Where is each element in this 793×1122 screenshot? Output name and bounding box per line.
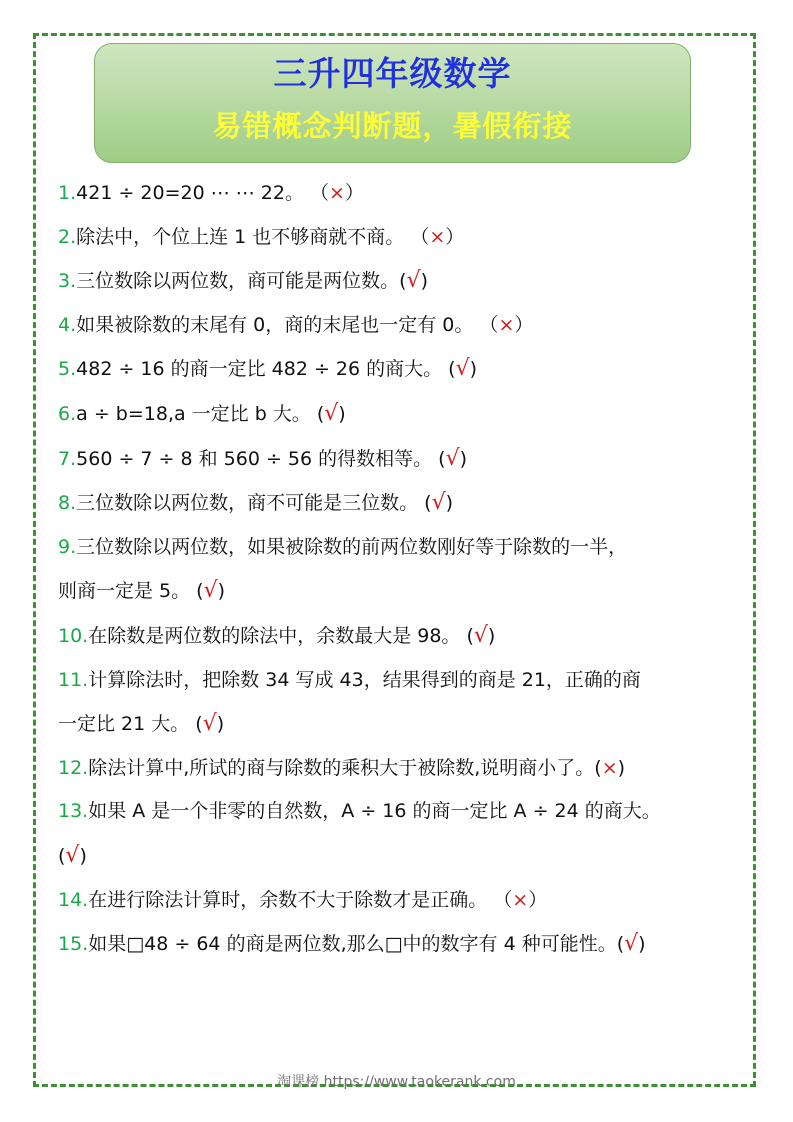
- question-text: a ÷ b=18,a 一定比 b 大。 (: [76, 402, 325, 425]
- question-number: 11.: [58, 668, 89, 691]
- bracket-close: ): [420, 270, 429, 293]
- question-text: 如果被除数的末尾有 0，商的末尾也一定有 0。 （: [76, 313, 499, 336]
- bracket-close: ): [459, 447, 468, 470]
- bracket-close: ): [338, 402, 346, 425]
- question-number: 1.: [58, 182, 77, 204]
- bracket-close: ): [217, 580, 226, 603]
- question-13: [58, 790, 748, 834]
- question-text: 计算除法时，把除数 34 写成 43，结果得到的商是 21，正确的商: [88, 668, 641, 691]
- question-3: [58, 259, 748, 304]
- bracket-close: ): [216, 713, 225, 736]
- question-8: [58, 481, 748, 526]
- check-mark-icon: √: [65, 842, 80, 868]
- page-subtitle: 易错概念判断题，暑假衔接: [212, 109, 573, 143]
- footer-watermark: 淘课榜 https://www.taokerank.com: [277, 1074, 516, 1090]
- question-number: 2.: [58, 225, 77, 248]
- question-text: 421 ÷ 20=20 ⋯ ⋯ 22。 （: [76, 182, 330, 204]
- question-7: [58, 437, 748, 482]
- bracket-close: ): [469, 358, 478, 381]
- question-number: 14.: [58, 888, 89, 911]
- question-6: [58, 392, 748, 437]
- bracket-close: ）: [514, 313, 534, 336]
- question-number: 4.: [58, 313, 77, 336]
- question-number: 9.: [58, 535, 77, 558]
- question-1: [58, 172, 748, 216]
- question-text: 如果 A 是一个非零的自然数，A ÷ 16 的商一定比 A ÷ 24 的商大。: [88, 800, 661, 823]
- wrong-mark-icon: ×: [601, 756, 618, 779]
- question-text: 三位数除以两位数，如果被除数的前两位数刚好等于除数的一半，: [76, 535, 628, 558]
- question-text: 则商一定是 5。 (: [58, 580, 204, 603]
- check-mark-icon: √: [455, 356, 470, 382]
- bracket-close: ): [79, 844, 87, 867]
- bracket-close: ): [445, 492, 454, 515]
- question-number: 5.: [58, 358, 77, 381]
- bracket-close: ): [617, 756, 626, 779]
- check-mark-icon: √: [473, 622, 488, 648]
- question-text: 560 ÷ 7 ÷ 8 和 560 ÷ 56 的得数相等。 (: [76, 447, 446, 470]
- bracket-close: ): [638, 933, 646, 956]
- question-number: 8.: [58, 492, 77, 515]
- question-text: 一定比 21 大。 (: [58, 713, 203, 736]
- question-4: [58, 304, 748, 348]
- question-11-continued: [58, 702, 748, 747]
- question-number: 6.: [58, 402, 77, 425]
- question-13-continued: [58, 834, 748, 879]
- check-mark-icon: √: [203, 578, 218, 604]
- wrong-mark-icon: ×: [512, 888, 529, 911]
- bracket-close: ）: [344, 182, 364, 204]
- question-text: 如果□48 ÷ 64 的商是两位数,那么□中的数字有 4 种可能性。(: [88, 933, 625, 956]
- question-text: 在进行除法计算时，余数不大于除数才是正确。 （: [88, 888, 513, 911]
- question-14: [58, 879, 748, 923]
- question-9: [58, 526, 748, 570]
- bracket-close: ）: [528, 888, 548, 911]
- question-12: [58, 747, 748, 791]
- wrong-mark-icon: ×: [429, 225, 446, 248]
- check-mark-icon: √: [445, 445, 460, 471]
- question-text: 三位数除以两位数，商不可能是三位数。 (: [76, 492, 432, 515]
- check-mark-icon: √: [624, 931, 639, 957]
- question-15: [58, 922, 748, 967]
- bracket-close: ）: [445, 225, 465, 248]
- wrong-mark-icon: ×: [329, 182, 345, 204]
- question-list: [58, 172, 748, 967]
- wrong-mark-icon: ×: [498, 313, 515, 336]
- question-number: 12.: [58, 756, 89, 779]
- question-number: 3.: [58, 270, 77, 293]
- question-5: [58, 347, 748, 392]
- question-number: 7.: [58, 447, 77, 470]
- question-text: 在除数是两位数的除法中，余数最大是 98。 (: [88, 624, 474, 647]
- page-title: 三升四年级数学: [273, 54, 512, 93]
- bracket-close: ): [487, 624, 496, 647]
- question-text: 三位数除以两位数，商可能是两位数。(: [76, 270, 407, 293]
- question-number: 10.: [58, 624, 89, 647]
- check-mark-icon: √: [324, 400, 339, 426]
- question-text: 482 ÷ 16 的商一定比 482 ÷ 26 的商大。 (: [76, 358, 456, 381]
- question-9-continued: [58, 569, 748, 614]
- check-mark-icon: √: [431, 490, 446, 516]
- question-text: 除法计算中,所试的商与除数的乘积大于被除数,说明商小了。(: [88, 756, 602, 779]
- question-10: [58, 614, 748, 659]
- question-11: [58, 659, 748, 703]
- check-mark-icon: √: [202, 711, 217, 737]
- question-2: [58, 216, 748, 260]
- question-number: 13.: [58, 800, 89, 823]
- question-text: (: [58, 844, 66, 867]
- question-number: 15.: [58, 933, 89, 956]
- check-mark-icon: √: [406, 268, 421, 294]
- question-text: 除法中，个位上连 1 也不够商就不商。 （: [76, 225, 430, 248]
